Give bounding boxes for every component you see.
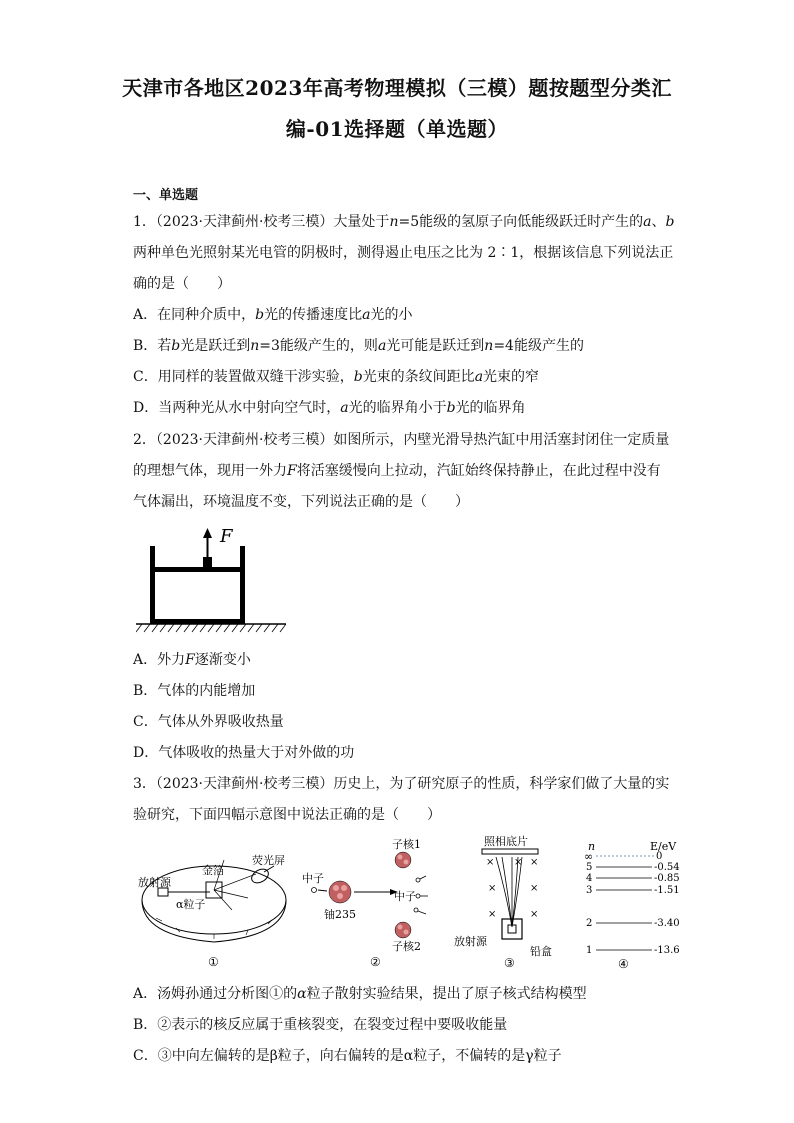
page-title-line1: 天津市各地区2023年高考物理模拟（三模）题按题型分类汇 bbox=[122, 76, 672, 100]
q1-stem-line1: 1．（2023·天津蓟州·校考三模）大量处于n=5能级的氢原子向低能级跃迁时产生的a、b bbox=[133, 214, 675, 230]
svg-text:中子: 中子 bbox=[394, 890, 416, 903]
q2-stem-line3: 气体漏出，环境温度不变，下列说法正确的是（ ） bbox=[133, 494, 469, 510]
q2-option-c[interactable]: C．气体从外界吸收热量 bbox=[133, 714, 284, 730]
svg-text:×: × bbox=[530, 857, 539, 868]
q2-stem-line1: 2．（2023·天津蓟州·校考三模）如图所示，内壁光滑导热汽缸中用活塞封闭住一定质量 bbox=[133, 432, 670, 448]
svg-text:-3.40: -3.40 bbox=[654, 918, 680, 929]
q3-option-b[interactable]: B．②表示的核反应属于重核裂变，在裂变过程中要吸收能量 bbox=[133, 1017, 508, 1033]
svg-text:×: × bbox=[514, 857, 523, 868]
svg-text:放射源: 放射源 bbox=[138, 876, 171, 889]
svg-text:2: 2 bbox=[586, 918, 593, 929]
svg-text:中子: 中子 bbox=[302, 872, 324, 885]
svg-text:子核2: 子核2 bbox=[392, 940, 421, 953]
q1-option-a[interactable]: A．在同种介质中，b光的传播速度比a光的小 bbox=[133, 307, 413, 323]
alpha-scattering-figure bbox=[136, 838, 296, 972]
q1-option-c[interactable]: C．用同样的装置做双缝干涉实验，b光束的条纹间距比a光束的窄 bbox=[133, 369, 540, 385]
svg-text:④: ④ bbox=[618, 957, 629, 971]
svg-text:②: ② bbox=[370, 955, 381, 969]
section-heading: 一、单选题 bbox=[133, 188, 199, 203]
svg-text:×: × bbox=[530, 883, 539, 894]
svg-text:金箔: 金箔 bbox=[202, 864, 224, 877]
svg-text:-1.51: -1.51 bbox=[654, 885, 680, 896]
svg-text:-13.6: -13.6 bbox=[654, 945, 680, 956]
nuclear-fission-figure bbox=[300, 838, 450, 972]
q2-option-a[interactable]: A．外力F逐渐变小 bbox=[133, 652, 251, 668]
svg-text:子核1: 子核1 bbox=[392, 838, 421, 851]
q1-stem-line3: 确的是（ ） bbox=[133, 276, 231, 292]
q3-stem-line1: 3．（2023·天津蓟州·校考三模）历史上，为了研究原子的性质，科学家们做了大量的实 bbox=[133, 776, 670, 792]
svg-text:×: × bbox=[530, 909, 539, 920]
svg-text:放射源: 放射源 bbox=[454, 935, 487, 948]
q2-option-d[interactable]: D．气体吸收的热量大于对外做的功 bbox=[133, 745, 355, 761]
svg-text:4: 4 bbox=[586, 873, 593, 884]
q2-option-b[interactable]: B．气体的内能增加 bbox=[133, 683, 256, 699]
svg-text:×: × bbox=[488, 883, 497, 894]
svg-text:3: 3 bbox=[586, 885, 593, 896]
svg-text:-0.85: -0.85 bbox=[654, 873, 680, 884]
svg-text:×: × bbox=[488, 909, 497, 920]
svg-text:照相底片: 照相底片 bbox=[484, 835, 528, 848]
q3-stem-line2: 验研究，下面四幅示意图中说法正确的是（ ） bbox=[133, 807, 441, 823]
svg-text:铀235: 铀235 bbox=[324, 908, 356, 921]
svg-text:×: × bbox=[486, 857, 495, 868]
q3-option-c[interactable]: C．③中向左偏转的是β粒子，向右偏转的是α粒子，不偏转的是γ粒子 bbox=[133, 1048, 562, 1064]
radiation-deflection-figure bbox=[454, 833, 574, 973]
svg-text:-0.54: -0.54 bbox=[654, 862, 680, 873]
svg-text:n: n bbox=[588, 840, 596, 853]
svg-text:铅盒: 铅盒 bbox=[530, 945, 552, 958]
svg-text:α粒子: α粒子 bbox=[176, 898, 206, 911]
q1-option-b[interactable]: B．若b光是跃迁到n=3能级产生的，则a光可能是跃迁到n=4能级产生的 bbox=[133, 338, 584, 354]
svg-text:1: 1 bbox=[586, 945, 593, 956]
cylinder-piston-figure bbox=[136, 520, 286, 638]
energy-level-figure bbox=[582, 838, 692, 972]
force-label: F bbox=[220, 526, 233, 547]
svg-text:③: ③ bbox=[504, 956, 515, 970]
page-title-line2: 编-01选择题（单选题） bbox=[285, 117, 509, 141]
svg-text:荧光屏: 荧光屏 bbox=[252, 854, 285, 867]
q1-stem-line2: 两种单色光照射某光电管的阴极时，测得遏止电压之比为 2∶1，根据该信息下列说法正 bbox=[133, 245, 674, 261]
svg-text:5: 5 bbox=[586, 862, 593, 873]
q3-option-a[interactable]: A．汤姆孙通过分析图①的α粒子散射实验结果，提出了原子核式结构模型 bbox=[133, 986, 587, 1002]
svg-text:E/eV: E/eV bbox=[650, 840, 677, 853]
svg-text:∞: ∞ bbox=[584, 850, 594, 863]
svg-text:①: ① bbox=[208, 955, 219, 969]
svg-text:0: 0 bbox=[656, 851, 663, 862]
q1-option-d[interactable]: D．当两种光从水中射向空气时，a光的临界角小于b光的临界角 bbox=[133, 400, 526, 416]
q2-stem-line2: 的理想气体，现用一外力F将活塞缓慢向上拉动，汽缸始终保持静止，在此过程中没有 bbox=[133, 463, 661, 479]
